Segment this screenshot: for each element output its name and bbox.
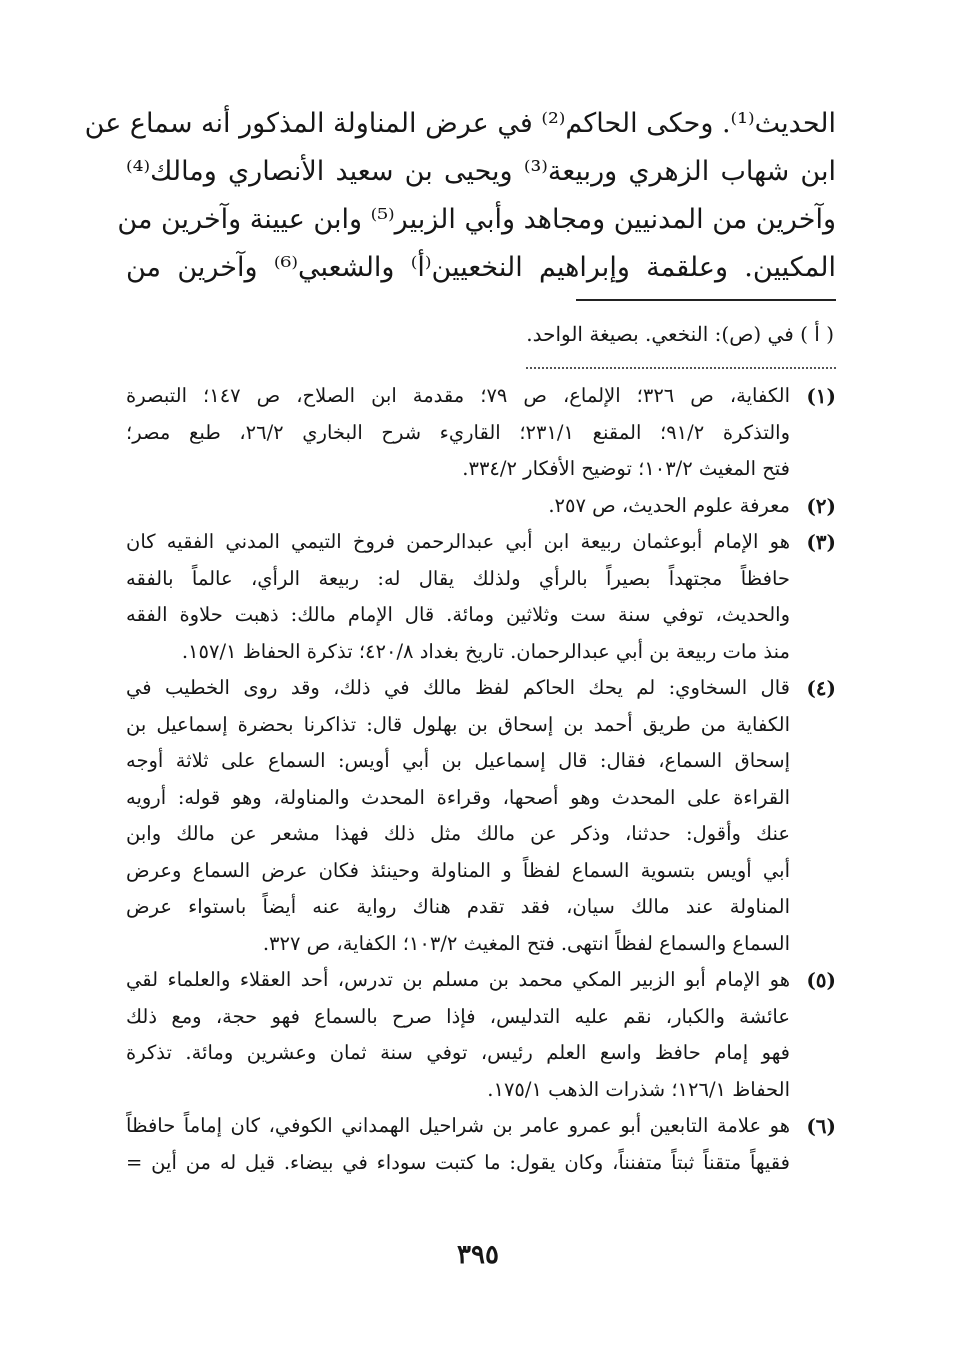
footnote-line: والتذكرة ٩١/٢؛ المقنع ٢٣١/١؛ القاريء شرح البخاري ٢٦/٢، طبع مصر؛: [126, 420, 790, 444]
footnote-line: المناولة عند مالك سيان، فقد تقدم هناك رواية عنه أيضاً باستواء عرض: [126, 895, 790, 918]
footnote-line: الكفاية من طريق أحمد بن إسحاق بن بهلول قال: تذاكرنا بحضرة إسماعيل بن: [126, 712, 790, 736]
footnote-6: [126, 1108, 836, 1181]
footnote-number: (٦): [806, 1114, 836, 1138]
footnote-line: هو علامة التابعين أبو عمرو عامر بن شراحيل الهمداني الكوفي، كان إماماً حافظاً: [126, 1114, 790, 1137]
main-body-text: [84, 100, 836, 292]
footnote-number: (٢): [806, 493, 836, 518]
footnote-line: السماع والسماع لفظاً انتهى. فتح المغيث ١٠٣/٢؛ الكفاية، ص ٣٢٧.: [262, 931, 790, 955]
footnote-1: [126, 378, 836, 488]
footnote-line: هو الإمام أبو الزبير المكي محمد بن مسلم بن تدرس، أحد العقلاء والعلماء لقي: [126, 968, 790, 991]
footnote-line: أبي أويس بتسوية السماع لفظاً و المناولة وحينئذ فكان عرض السماع وعرض: [126, 858, 790, 882]
footnote-line: القراءة على المحدث وهو أصحها، وقراءة المحدث والمناولة، وهو قوله: أرويه: [126, 785, 790, 809]
footnote-line: إسحاق السماع، فقال: قال إسماعيل بن أبي أويس: السماع على ثلاثة أوجه: [126, 749, 790, 772]
footnote-line: منذ مات ربيعة بن أبي عبدالرحمان. تاريخ بغداد ٤٢٠/٨؛ تذكرة الحفاظ ١٥٧/١.: [181, 639, 790, 663]
footnote-line: فهو إمام حافظ واسع العلم رئيس، توفي سنة ثمان وعشرين ومائة. تذكرة: [126, 1041, 790, 1064]
footnote-line: عائشة والكبار، نقم عليه التدليس، فإذا صرح بالسماع فهو حجة، ومع ذلك: [126, 1004, 790, 1028]
footnote-number: (٤): [806, 676, 836, 700]
main-text-line: المكيين. وعلقمة وإبراهيم النخعيين⁽أ⁾ والشعبي⁽⁶⁾ وآخرين من: [126, 252, 836, 283]
footnote-2: [126, 488, 836, 525]
main-text-line: الحديث⁽¹⁾. وحكى الحاكم⁽²⁾ في عرض المناولة المذكور أنه سماع عن: [84, 108, 836, 139]
footnote-line: عنك وأقول: حدثنا، وذكر عن مالك مثل ذلك فهذا مشعر عن مالك وابن: [126, 822, 790, 845]
footnote-line: فتح المغيث ١٠٣/٢؛ توضيح الأفكار ٣٣٤/٢.: [462, 457, 790, 480]
footnote-line: فقيهاً متقناً ثبتاً متفنناً، وكان يقول: ما كتبت سوداء في بيضاء. قيل له من أين =: [126, 1150, 790, 1174]
footnote-3: [126, 524, 836, 670]
footnote-line: حافظاً مجتهداً بصيراً بالرأي ولذلك يقال له: ربيعة الرأي، عالماً بالفقه: [126, 566, 790, 590]
footnote-line: هو الإمام أبوعثمان ربيعة ابن أبي عبدالرحمن فروخ التيمي المدني الفقيه كان: [126, 530, 790, 553]
footnote-number: (١): [806, 384, 836, 408]
footnote-line: قال السخاوي: لم يحك الحاكم لفظ مالك في ذلك، وقد روى الخطيب في: [126, 676, 790, 699]
page-number: ٣٩٥: [457, 1240, 499, 1270]
footnote-line: معرفة علوم الحديث، ص ٢٥٧.: [548, 493, 790, 517]
main-text-line: وآخرين من المدنيين ومجاهد وأبي الزبير⁽⁵⁾ وابن عيينة وآخرين من: [117, 204, 836, 235]
footnote-line: الحفاظ ١٢٦/١؛ شذرات الذهب ١٧٥/١.: [487, 1077, 790, 1101]
footnote-5: [126, 962, 836, 1108]
footnote-line: الكفاية، ص ٣٢٦؛ الإلماع، ص ٧٩؛ مقدمة ابن الصلاح، ص ١٤٧؛ التبصرة: [126, 384, 790, 407]
variant-reading-note: ( أ ) في (ص): النخعي. بصيغة الواحد.: [526, 322, 834, 346]
dotted-separator: [526, 367, 836, 369]
footnote-line: والحديث، توفي سنة ست وثلاثين ومائة. قال الإمام مالك: ذهبت حلاوة الفقه: [126, 603, 790, 626]
footnote-number: (٣): [806, 530, 836, 554]
footnotes-section: [126, 378, 836, 1181]
main-text-line: ابن شهاب الزهري وربيعة⁽³⁾ ويحيى بن سعيد الأنصاري ومالك⁽⁴⁾: [126, 156, 836, 187]
footnote-4: [126, 670, 836, 962]
footnote-separator-rule: [576, 299, 836, 301]
footnote-number: (٥): [806, 968, 836, 992]
